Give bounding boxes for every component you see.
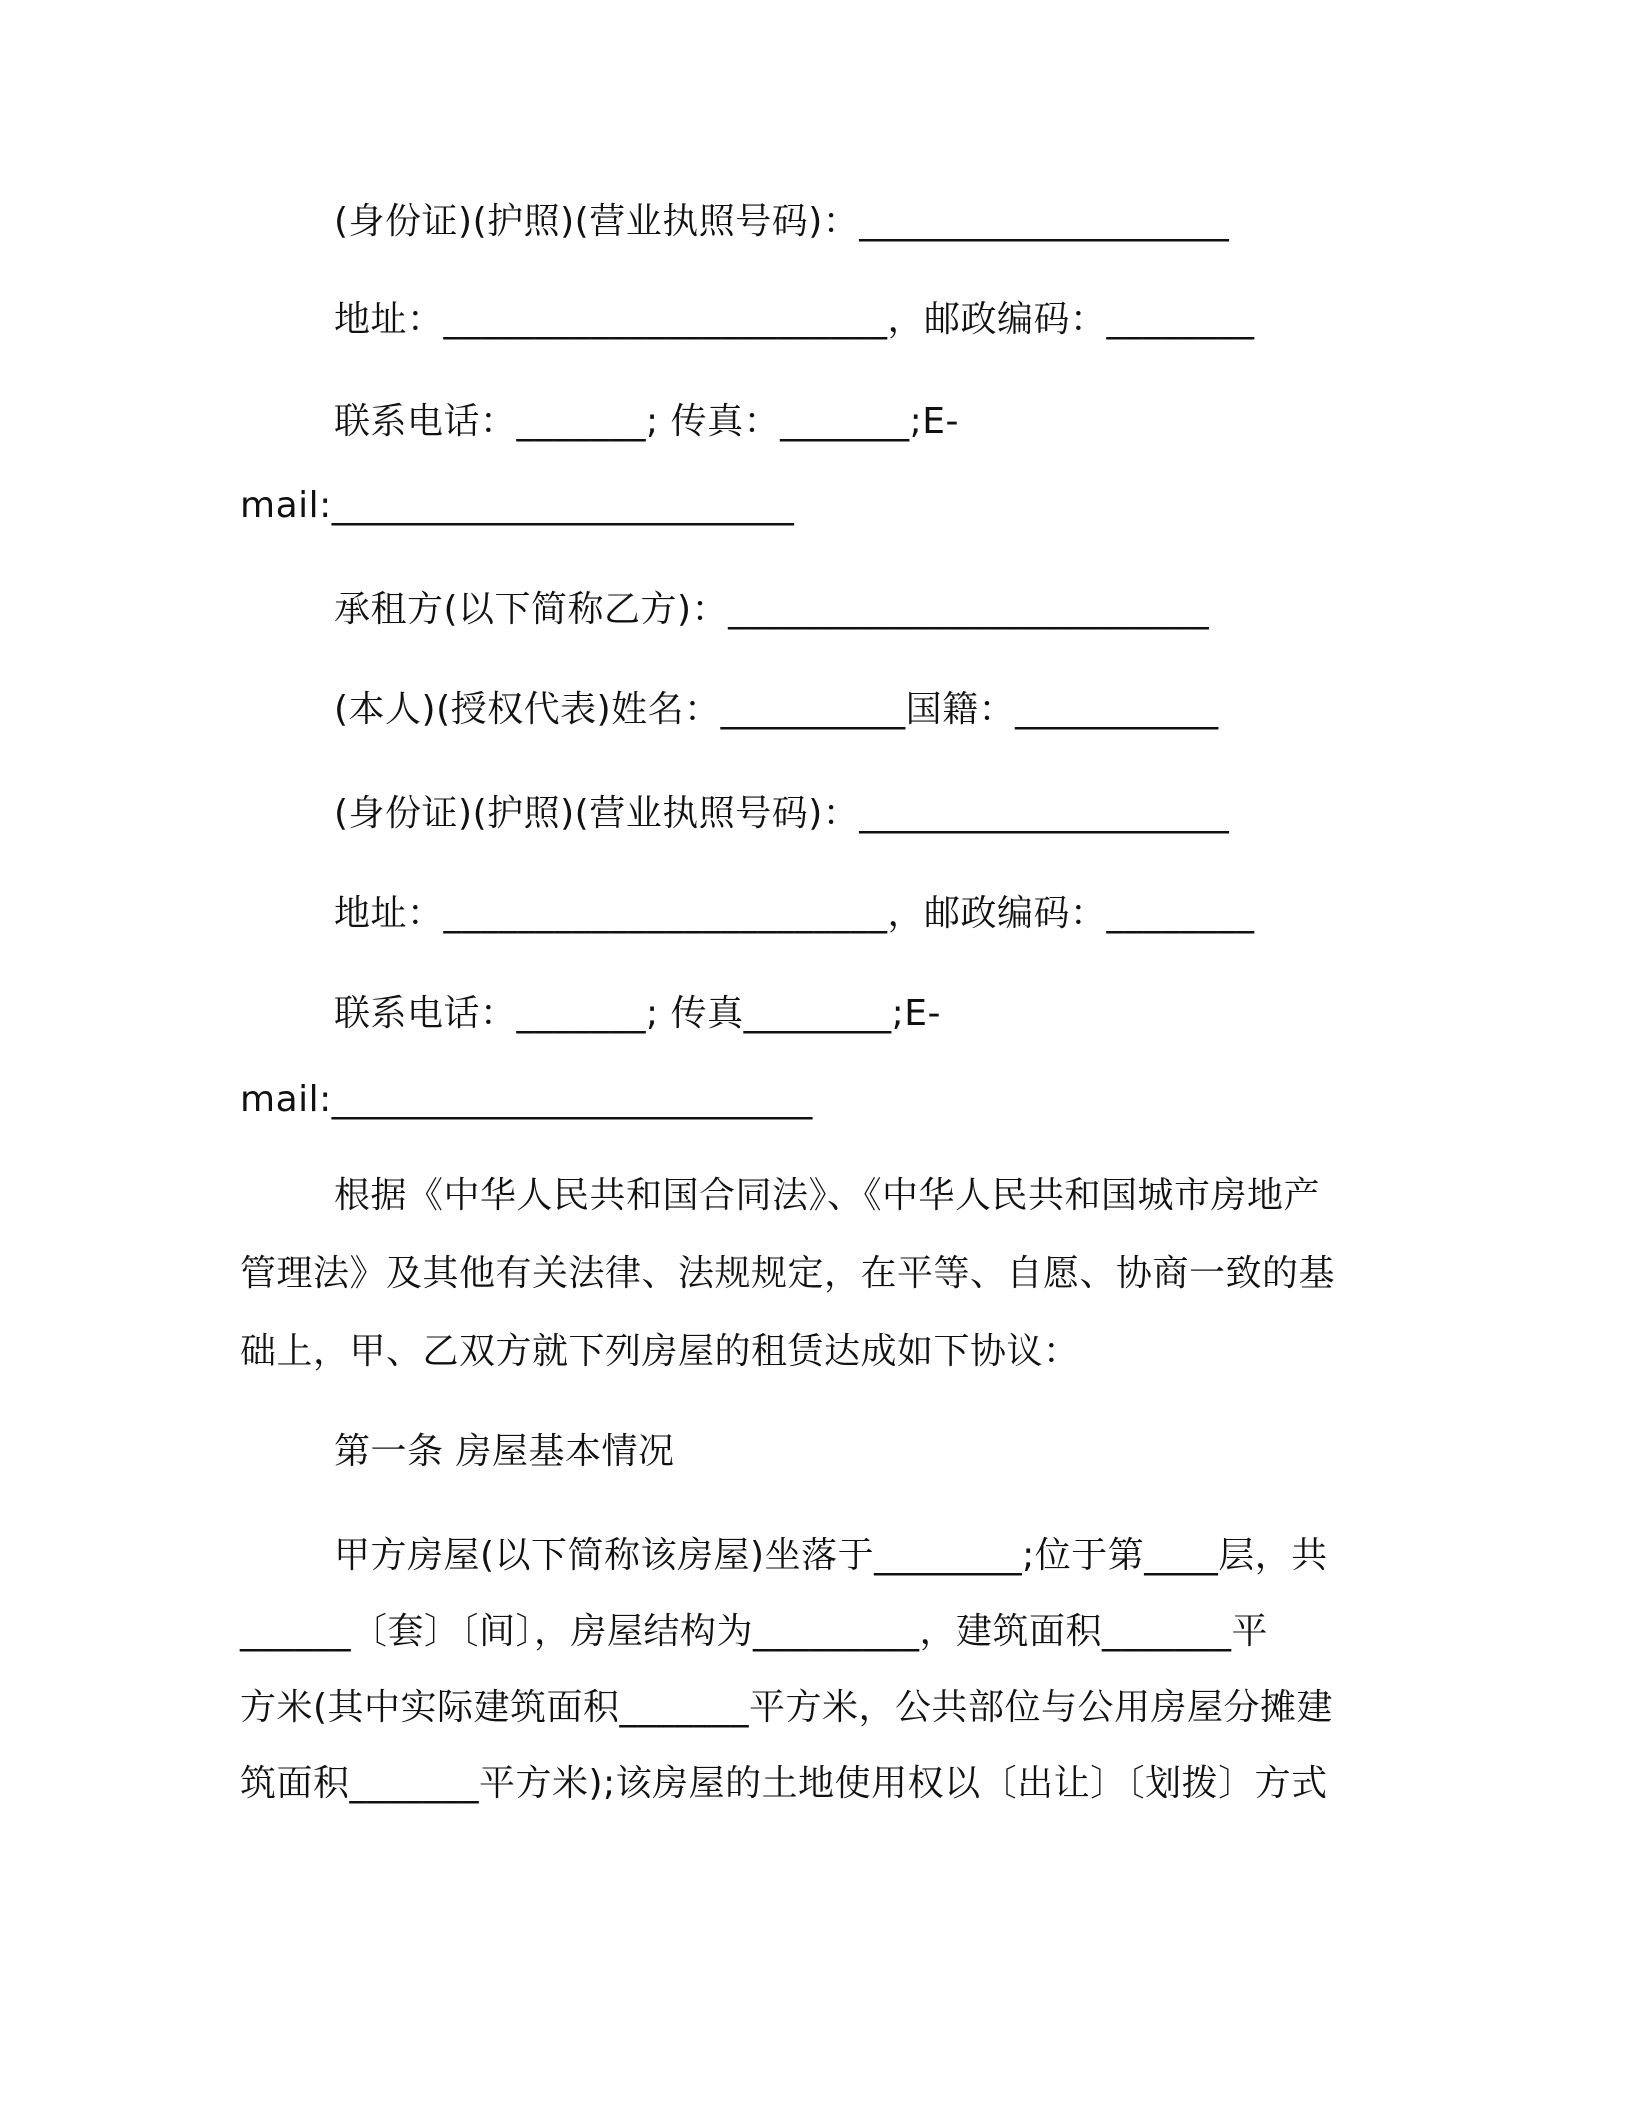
text-line-lessor-address: 地址：________________________，邮政编码：________ [334,299,1255,340]
text-line-preamble-2: 管理法》及其他有关法律、法规规定，在平等、自愿、协商一致的基 [240,1253,1336,1294]
text-line-lessee-title: 承租方(以下简称乙方)：__________________________ [334,589,1210,630]
text-line-lessor-id: (身份证)(护照)(营业执照号码)：____________________ [334,201,1230,242]
text-line-lessor-email: mail:_________________________ [240,485,795,526]
text-line-article-2: ______〔套〕〔间〕，房屋结构为_________，建筑面积_______平 [240,1611,1269,1652]
text-line-lessee-email: mail:__________________________ [240,1079,813,1120]
text-line-lessee-address: 地址：________________________，邮政编码：________ [334,893,1255,934]
text-line-lessee-phone: 联系电话：_______; 传真________;E- [334,993,941,1034]
text-line-lessee-id: (身份证)(护照)(营业执照号码)：____________________ [334,793,1230,834]
text-line-lessee-name: (本人)(授权代表)姓名：__________国籍：___________ [334,689,1219,730]
text-line-preamble-3: 础上，甲、乙双方就下列房屋的租赁达成如下协议： [240,1331,1080,1372]
text-line-preamble-1: 根据《中华人民共和国合同法》、《中华人民共和国城市房地产 [334,1175,1321,1216]
text-line-lessor-phone: 联系电话：_______; 传真：_______;E- [334,401,959,442]
text-line-article-4: 筑面积_______平方米);该房屋的土地使用权以〔出让〕〔划拨〕方式 [240,1763,1328,1804]
article-heading: 第一条 房屋基本情况 [334,1431,675,1472]
text-line-article-3: 方米(其中实际建筑面积_______平方米，公共部位与公用房屋分摊建 [240,1687,1334,1728]
text-line-article-1: 甲方房屋(以下简称该房屋)坐落于________;位于第____层，共 [334,1535,1328,1576]
